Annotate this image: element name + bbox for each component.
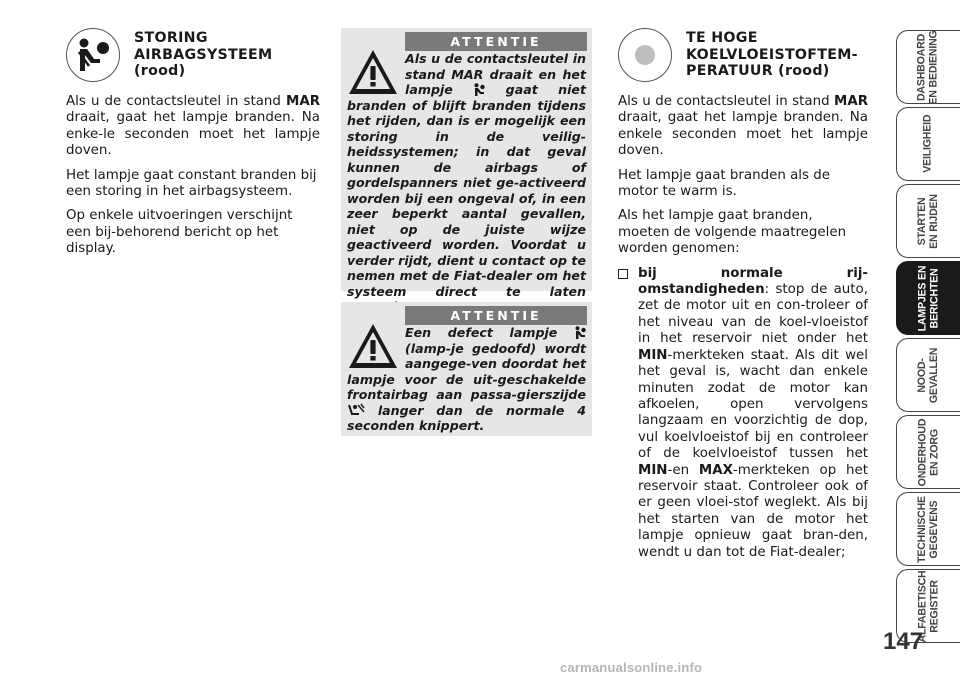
tab-lampjes[interactable]: LAMPJES EN BERICHTEN — [896, 261, 960, 335]
airbag-warning-icon — [66, 28, 120, 82]
page-number: 147 — [883, 628, 924, 655]
tab-technische[interactable]: TECHNISCHE GEGEVENS — [896, 492, 960, 566]
coolant-paragraph-2: Het lampje gaat branden als de motor te warm is. — [618, 167, 830, 200]
passenger-airbag-off-icon — [347, 403, 365, 417]
warning-header-1: ATTENTIE — [405, 32, 587, 51]
coolant-temperature-icon — [618, 28, 672, 82]
coolant-section — [618, 28, 868, 561]
warning-header-2: ATTENTIE — [405, 306, 587, 325]
tab-dashboard[interactable]: DASHBOARD EN BEDIENING — [896, 30, 960, 104]
airbag-section — [66, 28, 320, 266]
list-item: bij normale rij-omstandigheden: stop de auto, zet de motor uit en con-troleer of het niveau van de koel-vloeistof in het reservoir niet onder het MIN-merkteken staat. Als dit wel het geval is, wacht dan enkele minuten zodat de motor kan afkoelen, open vervolgens langzaam en voorzichtig de dop, vul koelvloeistof bij en controleer of de koelvloeistof tussen het MIN-en MAX-merkteken op het reservoir staat. Controleer ook of er geen vloei-stof weglekt. Als bij het starten van de motor het lampje opnieuw gaat bran-den, wendt u dan tot de Fiat-dealer; — [618, 266, 868, 561]
warning-box-2 — [341, 302, 592, 436]
coolant-paragraph-1: Als u de contactsleutel in stand MAR draait, gaat het lampje branden. Na enkele seconden moet het lampje doven. — [618, 94, 868, 159]
airbag-paragraph-2: Het lampje gaat constant branden bij een storing in het airbagsysteem. — [66, 167, 317, 200]
tab-starten[interactable]: STARTEN EN RIJDEN — [896, 184, 960, 258]
warning-box-1 — [341, 28, 592, 299]
airbag-inline-icon — [574, 326, 586, 339]
coolant-title: TE HOGE KOELVLOEISTOFTEM-PERATUUR (rood) — [686, 30, 858, 79]
airbag-paragraph-1: Als u de contactsleutel in stand MAR draait, gaat het lampje branden. Na enke-le seconden moet het lampje doven. — [66, 94, 320, 159]
airbag-header — [66, 28, 320, 82]
bullet-square-icon — [618, 269, 628, 279]
watermark: carmanualsonline.info — [560, 660, 703, 675]
coolant-bullet-list — [618, 266, 868, 561]
tab-onderhoud[interactable]: ONDERHOUD EN ZORG — [896, 415, 960, 489]
tab-veiligheid[interactable]: VEILIGHEID — [896, 107, 960, 181]
warning-text-2: Een defect lampje (lamp-je gedoofd) wordt aangege-ven doordat het lampje voor de uit-geschakelde frontairbag aan passa-gierszijde langer dan de normale 4 seconden knippert. — [347, 325, 586, 433]
tab-noodgevallen[interactable]: NOOD- GEVALLEN — [896, 338, 960, 412]
coolant-header — [618, 28, 868, 82]
warning-text-1: Als u de contactsleutel in stand MAR draait en het lampje gaat niet branden of blijft branden tijdens het rijden, dan is er mogelijk een storing in de veilig-heidssystemen; in dat geval kunnen de airbags of gordelspanners niet ge-activeerd worden bij een ongeval of, in een zeer beperkt aantal gevallen, niet op de juiste wijze geactiveerd worden. Voordat u verder rijdt, dient u contact op te nemen met de Fiat-dealer om het systeem direct te laten — [347, 51, 586, 299]
warning-triangle-icon — [347, 47, 399, 97]
airbag-title: STORING AIRBAGSYSTEEM (rood) — [134, 30, 273, 79]
airbag-paragraph-3: Op enkele uitvoeringen verschijnt een bij-behorend bericht op het display. — [66, 208, 293, 257]
warning-triangle-icon — [347, 321, 399, 371]
airbag-inline-icon — [473, 83, 485, 96]
coolant-paragraph-3: Als het lampje gaat branden, moeten de volgende maatregelen worden genomen: — [618, 208, 847, 257]
tab-register[interactable]: ALFABETISCH REGISTER — [896, 569, 960, 643]
